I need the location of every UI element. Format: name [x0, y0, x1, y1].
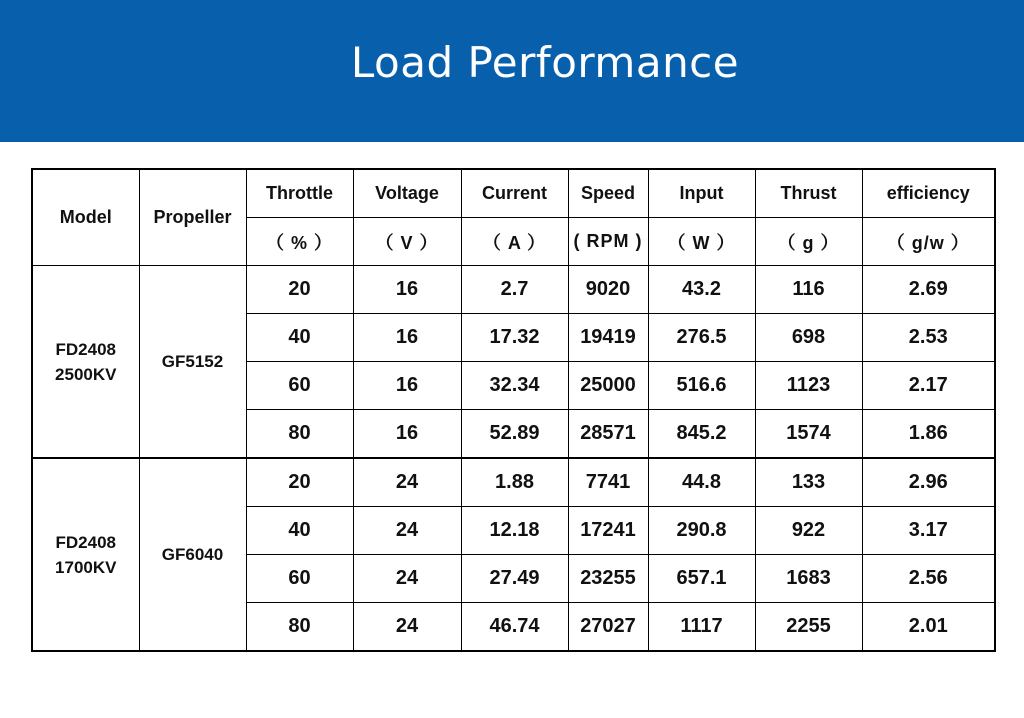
- model-cell: [32, 266, 139, 459]
- thrust-cell: 116: [755, 266, 862, 314]
- header-input: Input: [648, 169, 755, 218]
- efficiency-cell: 2.01: [862, 603, 995, 652]
- efficiency-cell: 2.69: [862, 266, 995, 314]
- throttle-cell: 60: [246, 555, 353, 603]
- propeller-cell: GF5152: [139, 266, 246, 459]
- current-cell: 2.7: [461, 266, 568, 314]
- load-performance-table: [31, 168, 996, 652]
- thrust-cell: 133: [755, 458, 862, 507]
- efficiency-cell: 2.96: [862, 458, 995, 507]
- efficiency-cell: 2.53: [862, 314, 995, 362]
- unit-speed: ( RPM ): [568, 218, 648, 266]
- efficiency-cell: 2.56: [862, 555, 995, 603]
- unit-efficiency: （ g/w ）: [862, 218, 995, 266]
- input-cell: 290.8: [648, 507, 755, 555]
- voltage-cell: 24: [353, 507, 461, 555]
- header-speed: Speed: [568, 169, 648, 218]
- unit-voltage: （ V ）: [353, 218, 461, 266]
- header-row: [32, 169, 995, 218]
- input-cell: 657.1: [648, 555, 755, 603]
- header-efficiency: efficiency: [862, 169, 995, 218]
- thrust-cell: 698: [755, 314, 862, 362]
- speed-cell: 17241: [568, 507, 648, 555]
- voltage-cell: 16: [353, 266, 461, 314]
- speed-cell: 23255: [568, 555, 648, 603]
- current-cell: 27.49: [461, 555, 568, 603]
- thrust-cell: 1683: [755, 555, 862, 603]
- speed-cell: 27027: [568, 603, 648, 652]
- thrust-cell: 1123: [755, 362, 862, 410]
- current-cell: 52.89: [461, 410, 568, 459]
- model-kv: 2500KV: [55, 364, 117, 384]
- voltage-cell: 16: [353, 410, 461, 459]
- throttle-cell: 80: [246, 603, 353, 652]
- throttle-cell: 20: [246, 458, 353, 507]
- table-row: [32, 266, 995, 314]
- throttle-cell: 60: [246, 362, 353, 410]
- efficiency-cell: 3.17: [862, 507, 995, 555]
- title-banner: [0, 0, 1024, 142]
- throttle-cell: 20: [246, 266, 353, 314]
- current-cell: 12.18: [461, 507, 568, 555]
- thrust-cell: 2255: [755, 603, 862, 652]
- efficiency-cell: 2.17: [862, 362, 995, 410]
- unit-throttle: （ % ）: [246, 218, 353, 266]
- thrust-cell: 922: [755, 507, 862, 555]
- speed-cell: 25000: [568, 362, 648, 410]
- header-current: Current: [461, 169, 568, 218]
- table-row: [32, 458, 995, 507]
- throttle-cell: 40: [246, 507, 353, 555]
- input-cell: 1117: [648, 603, 755, 652]
- propeller-cell: GF6040: [139, 458, 246, 651]
- thrust-cell: 1574: [755, 410, 862, 459]
- voltage-cell: 24: [353, 555, 461, 603]
- model-kv: 1700KV: [55, 557, 117, 577]
- input-cell: 516.6: [648, 362, 755, 410]
- header-voltage: Voltage: [353, 169, 461, 218]
- header-thrust: Thrust: [755, 169, 862, 218]
- header-propeller: Propeller: [139, 169, 246, 266]
- throttle-cell: 40: [246, 314, 353, 362]
- input-cell: 845.2: [648, 410, 755, 459]
- current-cell: 17.32: [461, 314, 568, 362]
- current-cell: 32.34: [461, 362, 568, 410]
- current-cell: 46.74: [461, 603, 568, 652]
- speed-cell: 9020: [568, 266, 648, 314]
- voltage-cell: 16: [353, 314, 461, 362]
- model-cell: [32, 458, 139, 651]
- input-cell: 44.8: [648, 458, 755, 507]
- header-model: Model: [32, 169, 139, 266]
- voltage-cell: 24: [353, 603, 461, 652]
- efficiency-cell: 1.86: [862, 410, 995, 459]
- throttle-cell: 80: [246, 410, 353, 459]
- speed-cell: 28571: [568, 410, 648, 459]
- unit-current: （ A ）: [461, 218, 568, 266]
- voltage-cell: 24: [353, 458, 461, 507]
- model-name: FD2408: [55, 339, 116, 359]
- input-cell: 276.5: [648, 314, 755, 362]
- unit-input: （ W ）: [648, 218, 755, 266]
- input-cell: 43.2: [648, 266, 755, 314]
- page-title: Load Performance: [350, 38, 740, 87]
- voltage-cell: 16: [353, 362, 461, 410]
- model-name: FD2408: [55, 532, 116, 552]
- header-throttle: Throttle: [246, 169, 353, 218]
- speed-cell: 7741: [568, 458, 648, 507]
- unit-thrust: （ g ）: [755, 218, 862, 266]
- current-cell: 1.88: [461, 458, 568, 507]
- speed-cell: 19419: [568, 314, 648, 362]
